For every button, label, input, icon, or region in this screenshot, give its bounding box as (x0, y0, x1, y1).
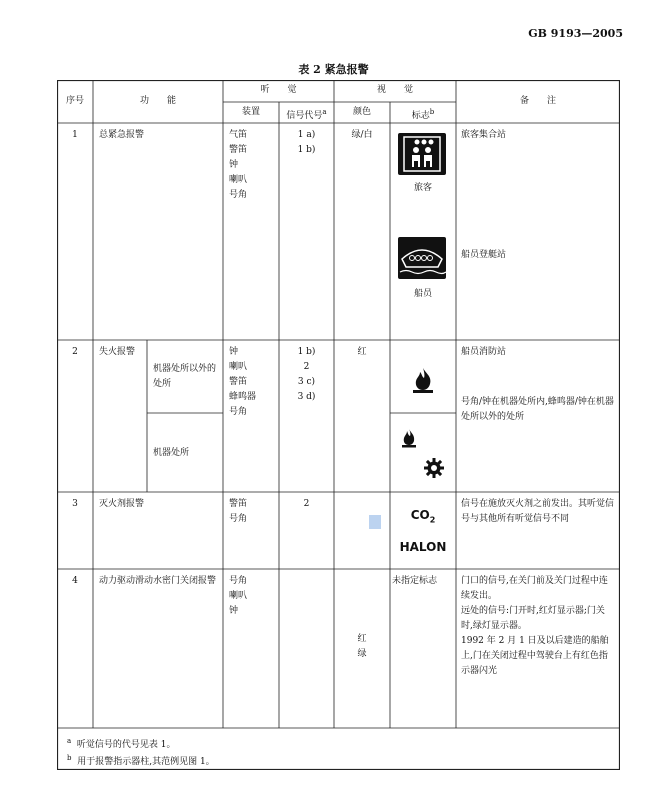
row4-color: 红 绿 (357, 634, 367, 659)
footnote-b: $^b$ 用于报警指示器柱,其范例见图 1。 (67, 754, 215, 767)
row2-remark-fire-station: 船员消防站 (461, 347, 507, 357)
row3-remarks: 信号在施放灭火剂之前发出。其听觉信号与其他所有听觉信号不同 (461, 499, 615, 524)
row3-sign-halon: HALON (399, 540, 447, 554)
header-seq: 序号 (65, 96, 84, 106)
blue-stamp (369, 515, 381, 529)
row2-subfunction-machinery: 机器处所 (153, 448, 190, 458)
row2-color: 红 (357, 347, 367, 357)
header-signal-code: 信号代号$^a$ (286, 108, 327, 121)
header-function: 功 能 (139, 96, 176, 106)
header-visual: 视 觉 (376, 85, 413, 95)
header-sign: 标志$^b$ (411, 108, 435, 121)
row2-seq: 2 (72, 347, 78, 357)
header-device: 装置 (241, 107, 260, 117)
row4-sign: 未指定标志 (392, 576, 438, 586)
row2-devices: 钟 喇叭 警笛 蜂鸣器 号角 (229, 347, 257, 417)
fire-icon (410, 366, 436, 394)
emergency-alarm-table (57, 80, 620, 770)
row3-sign-co2: $CO_2$ (410, 508, 436, 525)
row1-color: 绿/白 (351, 130, 373, 140)
header-remarks: 备 注 (519, 96, 556, 106)
row1-function: 总紧急报警 (99, 130, 145, 140)
header-audible: 听 觉 (260, 85, 297, 95)
lifeboat-embarkation-icon (398, 237, 446, 279)
row4-devices: 号角 喇叭 钟 (229, 576, 248, 616)
table-caption: 表 2 紧急报警 (298, 63, 369, 76)
row4-remarks: 门口的信号,在关门前及关门过程中连续发出。 远处的信号:门开时,红灯显示器;门关时,绿灯显示器。 1992 年 2 月 1 日及以后建造的船舶上,门在关闭过程中驾驶台上有红色指示器闪光 (461, 576, 609, 676)
passenger-assembly-icon (398, 133, 446, 175)
row1-sign-crew: 船员 (413, 289, 432, 299)
machinery-gear-icon (423, 457, 445, 479)
row1-seq: 1 (72, 130, 78, 140)
row3-function: 灭火剂报警 (99, 499, 145, 509)
row3-seq: 3 (72, 499, 78, 509)
row3-devices: 警笛 号角 (229, 499, 248, 524)
row2-function: 失火报警 (99, 347, 136, 357)
row1-remark-passenger: 旅客集合站 (461, 130, 507, 140)
standard-number: GB 9193—2005 (528, 27, 623, 40)
header-color: 颜色 (352, 107, 371, 117)
row2-remark-location: 号角/钟在机器处所内,蜂鸣器/钟在机器处所以外的处所 (461, 397, 614, 422)
row4-function: 动力驱动滑动水密门关闭报警 (99, 576, 217, 586)
row1-codes: 1 a) 1 b) (297, 130, 316, 155)
row3-codes: 2 (303, 499, 310, 509)
row2-codes: 1 b) 2 3 c) 3 d) (297, 347, 316, 402)
fire-small-icon (400, 427, 418, 449)
row1-remark-crew: 船员登艇站 (461, 250, 507, 260)
row4-seq: 4 (72, 576, 78, 586)
footnote-a: $^a$ 听觉信号的代号见表 1。 (67, 737, 176, 750)
row1-sign-passenger: 旅客 (413, 183, 432, 193)
row2-subfunction-non-machinery: 机器处所以外的处所 (153, 364, 217, 389)
row1-devices: 气笛 警笛 钟 喇叭 号角 (229, 130, 248, 200)
